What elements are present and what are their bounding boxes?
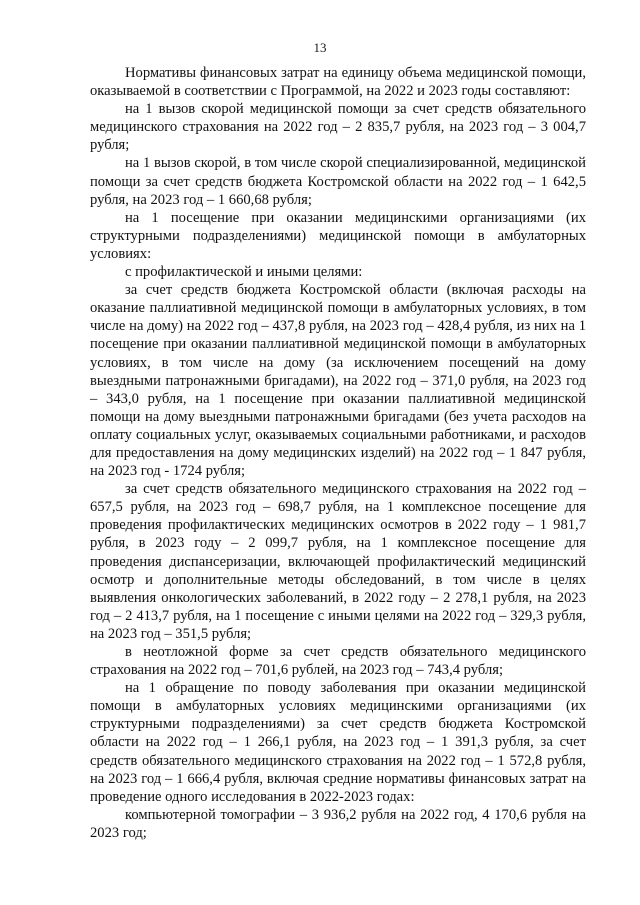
paragraph-visit-intro: на 1 посещение при оказании медицинскими организациями (их структурными подразделениями) медицинской помощи в амбулаторных условиях: [90,209,586,262]
paragraph-intro: Нормативы финансовых затрат на единицу объема медицинской помощи, оказываемой в соответствии с Программой, на 2022 и 2023 годы составляют: [90,65,586,100]
paragraph-urgent: в неотложной форме за счет средств обязательного медицинского страхования на 2022 год – 701,6 рублей, на 2023 год – 743,4 рубля; [90,644,586,679]
paragraph-budget-visits: за счет средств бюджета Костромской области (включая расходы на оказание паллиативной медицинской помощи в амбулаторных условиях, в том числе на дому) на 2022 год – 437,8 рубля, на 2023 год – 428,4 рубля, из них на 1 посещение при оказании паллиативной медицинской помощи в амбулаторных условиях, в том числе на дому (за исключением посещений на дому выездными патронажными бригадами), на 2022 год – 371,0 рубля, на 2023 год – 343,0 рубля, на 1 посещение при оказании паллиативной медицинской помощи на дому выездными патронажными бригадами (без учета расходов на оплату социальных услуг, оказываемых социальными работниками, и расходов для предоставления на дому медицинских изделий) на 2022 год – 1 847 рубля, на 2023 год - 1724 рубля; [90,282,586,480]
paragraph-oms-visits: за счет средств обязательного медицинского страхования на 2022 год – 657,5 рубля, на 2023 год – 698,7 рубля, на 1 комплексное посещение для проведения профилактических медицинских осмотров в 2022 году – 1 981,7 рубля, в 2023 году – 2 099,7 рубля, на 1 комплексное посещение для проведения диспансеризации, включающей профилактический медицинский осмотр и дополнительные методы обследований, в том числе в целях выявления онкологических заболеваний, в 2022 году – 2 278,1 рубля, на 2023 год – 2 413,7 рубля, на 1 посещение с иными целями на 2022 год – 329,3 рубля, на 2023 год – 351,5 рубля; [90,481,586,642]
paragraph-ct: компьютерной томографии – 3 936,2 рубля на 2022 год, 4 170,6 рубля на 2023 год; [90,806,586,841]
page-number: 13 [313,40,327,55]
paragraph-ambulance-oms: на 1 вызов скорой медицинской помощи за счет средств обязательного медицинского страхования на 2022 год – 2 835,7 рубля, на 2023 год – 3 004,7 рубля; [90,101,586,154]
paragraph-appeal: на 1 обращение по поводу заболевания при оказании медицинской помощи в амбулаторных условиях медицинскими организациями (их структурными подразделениями) за счет средств бюджета Костромской области на 2022 год – 1 266,1 рубля, на 2023 год – 1 391,3 рубля, за счет средств обязательного медицинского страхования на 2022 год – 1 572,8 рубля, на 2023 год – 1 666,4 рубля, включая средние нормативы финансовых затрат на проведение одного исследования в 2022-2023 годах: [90,680,586,805]
paragraph-ambulance-budget: на 1 вызов скорой, в том числе скорой специализированной, медицинской помощи за счет средств бюджета Костромской области на 2022 год – 1 642,5 рубля, на 2023 год – 1 660,68 рубля; [90,155,586,208]
paragraph-prophylactic: с профилактической и иными целями: [125,264,363,281]
body-text [90,64,586,842]
